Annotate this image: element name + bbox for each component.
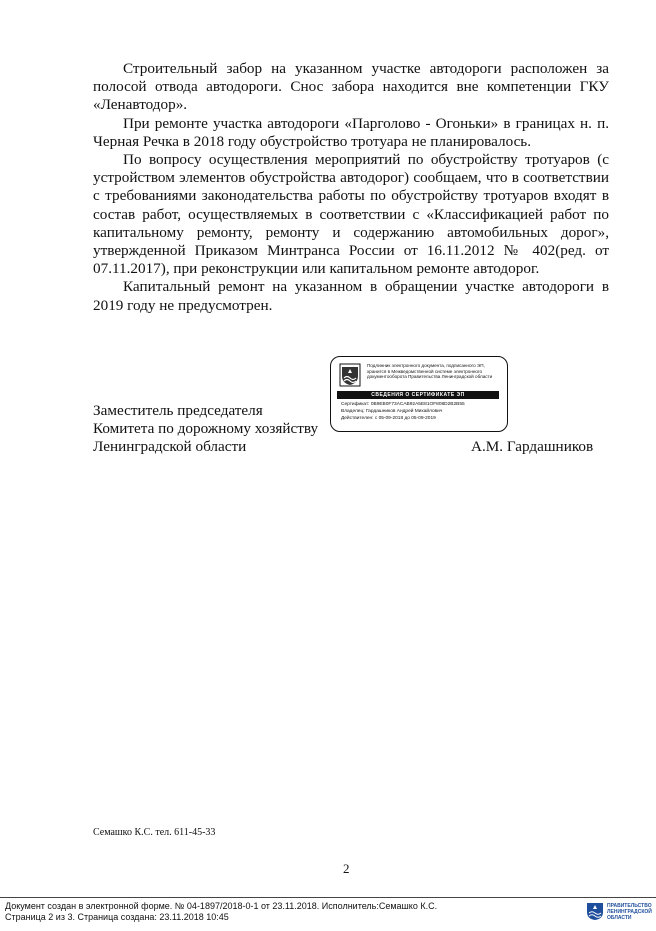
paragraph: При ремонте участка автодороги «Парголово - Огоньки» в границах н. п. Черная Речка в 2018 году обустройство тротуара не планировалось.: [93, 114, 609, 150]
letter-body: [93, 60, 609, 315]
signatory-name: А.М. Гардашников: [471, 438, 594, 455]
signatory-title-line: Ленинградской области: [93, 438, 247, 456]
stamp-details: [341, 401, 501, 422]
government-logo: [586, 901, 650, 923]
footer-info: [5, 901, 437, 922]
footer-line: Страница 2 из 3. Страница создана: 23.11.2018 10:45: [5, 911, 229, 922]
stamp-title-bar: СВЕДЕНИЯ О СЕРТИФИКАТЕ ЭП: [337, 391, 499, 399]
footer-line: Документ создан в электронной форме. № 04-1897/2018-0-1 от 23.11.2018. Исполнитель:Семашко К.С.: [5, 901, 438, 911]
paragraph: Строительный забор на указанном участке автодороги расположен за полосой отвода автодороги. Снос забора находится вне компетенции ГКУ «Ленавтодор».: [93, 60, 609, 114]
paragraph: Капитальный ремонт на указанном в обращении участке автодороги в 2019 году не предусмотрен.: [93, 278, 609, 314]
signatory-title-line: Заместитель председателя: [93, 402, 263, 419]
stamp-owner: Владелец: Гардашников Андрей Михайлович: [341, 409, 443, 414]
logo-text-line: ОБЛАСТИ: [607, 915, 632, 921]
page-number: 2: [343, 861, 350, 876]
signatory-title-line: Комитета по дорожному хозяйству: [93, 420, 319, 438]
stamp-validity: Действителен: с 05-09-2018 до 05-09-2019: [341, 416, 436, 421]
stamp-certificate: Сертификат: 0B9EB0F73ACAB92A5E81OF808D2B2B55: [341, 402, 465, 407]
electronic-signature-stamp: [330, 356, 508, 432]
footer-divider: [0, 897, 656, 898]
executor-contact: Семашко К.С. тел. 611-45-33: [93, 827, 216, 838]
paragraph: По вопросу осуществления мероприятий по обустройству тротуаров (с устройством элементов обустройства автодорог) сообщаем, что в соответствии с требованиями законодательства работы по обустройству тротуаров входят в состав работ, осуществляемых в соответствии с «Классификацией работ по капитальному ремонту, ремонту и содержанию автомобильных дорог», утвержденной Приказом Минтранса России от 16.11.2012 № 402(ред. от 07.11.2017), при реконструкции или капитальном ремонте автодорог.: [93, 151, 609, 278]
stamp-header: Подлинник электронного документа, подписанного ЭП, хранится в Межведомственной системе электронного документооборота Правительства Ленинградской области: [367, 363, 493, 380]
logo-text: [607, 903, 652, 921]
coat-of-arms-icon: [339, 363, 361, 387]
logo-text-line: ЛЕНИНГРАДСКОЙ: [607, 909, 652, 915]
coat-of-arms-icon: [586, 902, 604, 921]
logo-text-line: ПРАВИТЕЛЬСТВО: [607, 903, 652, 909]
signatory-title: [93, 402, 318, 457]
